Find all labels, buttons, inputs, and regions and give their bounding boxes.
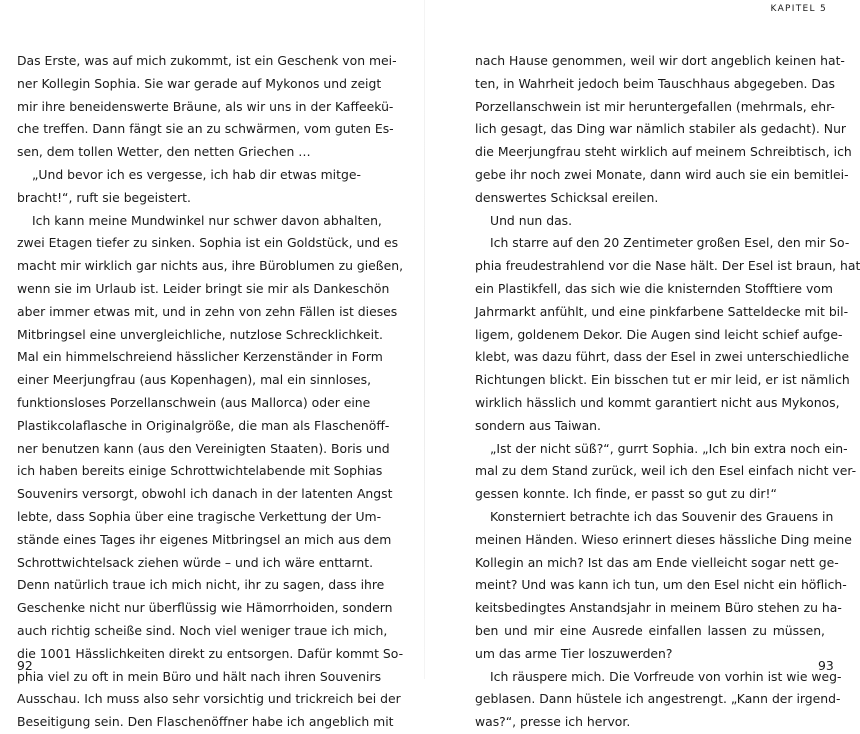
text-line: geblasen. Dann hüstele ich angestrengt. „Kann der irgend- — [475, 691, 841, 707]
text-line: ten, in Wahrheit jedoch beim Tauschhaus abgegeben. Das — [475, 75, 836, 91]
text-line: mir ihre beneidenswerte Bräune, als wir uns in der Kaffeekü- — [17, 98, 394, 114]
text-line: Kollegin an mich? Ist das am Ende vielleicht sogar nett ge- — [475, 554, 839, 570]
text-line: lich gesagt, das Ding war nämlich stabiler als gedacht). Nur — [475, 121, 847, 137]
text-line: Porzellanschwein ist mir heruntergefallen (mehrmals, ehr- — [475, 98, 835, 114]
text-line: funktionsloses Porzellanschwein (aus Mallorca) oder eine — [17, 394, 371, 410]
text-line: Ich kann meine Mundwinkel nur schwer davon abhalten, — [32, 212, 382, 228]
text-line: gessen konnte. Ich finde, er passt so gut zu dir!“ — [475, 486, 777, 502]
text-line: macht mir wirklich gar nichts aus, ihre Büroblumen zu gießen, — [17, 258, 404, 274]
text-line: was?“, presse ich hervor. — [475, 714, 631, 730]
text-line: phia freudestrahlend vor die Nase hält. Der Esel ist braun, hat — [475, 258, 860, 274]
left-page-number: 92 — [17, 658, 33, 673]
text-line: phia viel zu oft in mein Büro und hält nach ihren Souvenirs — [17, 668, 382, 684]
text-line: Plastikcolaflasche in Originalgröße, die man als Flaschenöff- — [17, 417, 390, 433]
text-line: auch richtig scheiße sind. Noch viel weniger traue ich mich, — [17, 622, 388, 638]
text-line: „Ist der nicht süß?“, gurrt Sophia. „Ich bin extra noch ein- — [490, 440, 848, 456]
text-line: Das Erste, was auf mich zukommt, ist ein Geschenk von mei- — [17, 53, 397, 68]
text-line: ich haben bereits einige Schrottwichtelabende mit Sophias — [17, 463, 383, 479]
text-line: Ausschau. Ich muss also sehr vorsichtig und trickreich bei der — [17, 691, 401, 707]
text-line: Ich starre auf den 20 Zentimeter großen Esel, den mir So- — [490, 235, 850, 251]
text-line: gebe ihr noch zwei Monate, dann wird auch sie ein bemitlei- — [475, 166, 849, 182]
text-line: Ich räuspere mich. Die Vorfreude von vorhin ist wie weg- — [490, 668, 842, 684]
text-line: Geschenke nicht nur überflüssig wie Hämorrhoiden, sondern — [17, 600, 393, 616]
text-line: sen, dem tollen Wetter, den netten Griechen … — [17, 144, 311, 160]
right-page-number: 93 — [818, 658, 834, 673]
running-head: KAPITEL 5 — [770, 4, 827, 14]
text-line: Und nun das. — [490, 212, 573, 228]
text-line: ner Kollegin Sophia. Sie war gerade auf Mykonos und zeigt — [17, 75, 382, 91]
text-line: ben und mir eine Ausrede einfallen lassen zu müssen, — [475, 622, 825, 638]
text-line: aber immer etwas mit, und in zehn von zehn Fällen ist dieses — [17, 303, 398, 319]
text-line: Richtungen blickt. Ein bisschen tut er mir leid, er ist nämlich — [475, 372, 850, 388]
text-line: wirklich hässlich und kommt garantiert nicht aus Mykonos, — [475, 394, 840, 410]
text-line: che treffen. Dann fängt sie an zu schwärmen, vom guten Es- — [17, 121, 394, 137]
text-line: wenn sie im Urlaub ist. Leider bringt sie mir als Dankeschön — [17, 280, 390, 296]
text-line: einer Meerjungfrau (aus Kopenhagen), mal ein sinnloses, — [17, 372, 372, 388]
text-line: lebte, dass Sophia über eine tragische Verkettung der Um- — [17, 508, 382, 524]
text-line: sondern aus Taiwan. — [475, 417, 601, 433]
left-page — [0, 0, 424, 730]
text-line: die 1001 Hässlichkeiten direkt zu entsorgen. Dafür kommt So- — [17, 645, 404, 661]
text-line: stände eines Tages ihr eigenes Mitbringsel an mich aus dem — [17, 531, 392, 547]
text-line: ein Plastikfell, das sich wie die knisternden Stofftiere vom — [475, 280, 833, 296]
text-line: „Und bevor ich es vergesse, ich hab dir etwas mitge- — [32, 166, 361, 182]
text-line: um das arme Tier loszuwerden? — [475, 645, 673, 661]
text-line: mal zu dem Stand zurück, weil ich den Esel einfach nicht ver- — [475, 463, 857, 479]
text-line: denswertes Schicksal ereilen. — [475, 189, 659, 205]
text-line: zwei Etagen tiefer zu sinken. Sophia ist ein Goldstück, und es — [17, 235, 399, 251]
text-line: meint? Und was kann ich tun, um den Esel nicht ein höflich- — [475, 577, 847, 593]
text-line: Schrottwichtelsack ziehen würde – und ich wäre enttarnt. — [17, 554, 374, 570]
text-line: meinen Händen. Wieso erinnert dieses hässliche Ding meine — [475, 531, 852, 547]
text-line: ner benutzen kann (aus den Vereinigten Staaten). Boris und — [17, 440, 390, 456]
right-page — [425, 0, 860, 730]
text-line: Beseitigung sein. Den Flaschenöffner habe ich angeblich mit — [17, 714, 394, 730]
text-line: die Meerjungfrau steht wirklich auf meinem Schreibtisch, ich — [475, 144, 852, 160]
text-line: Mal ein himmelschreiend hässlicher Kerzenständer in Form — [17, 349, 383, 365]
text-line: bracht!“, ruft sie begeistert. — [17, 189, 191, 205]
text-line: Jahrmarkt anfühlt, und eine pinkfarbene Satteldecke mit bil- — [475, 303, 849, 319]
text-line: keitsbedingtes Anstandsjahr in meinem Büro stehen zu ha- — [475, 600, 842, 616]
text-line: Souvenirs versorgt, obwohl ich danach in der latenten Angst — [17, 486, 393, 502]
text-line: Konsterniert betrachte ich das Souvenir des Grauens in — [490, 508, 834, 524]
text-line: Mitbringsel eine unvergleichliche, nutzlose Schrecklichkeit. — [17, 326, 383, 342]
left-page-body-text — [17, 50, 404, 734]
text-line: nach Hause genommen, weil wir dort angeblich keinen hat- — [475, 53, 845, 68]
text-line: klebt, was dazu führt, dass der Esel in zwei unterschiedliche — [475, 349, 850, 365]
text-line: Denn natürlich traue ich mich nicht, ihr zu sagen, dass ihre — [17, 577, 385, 593]
text-line: ligem, goldenem Dekor. Die Augen sind leicht schief aufge- — [475, 326, 843, 342]
